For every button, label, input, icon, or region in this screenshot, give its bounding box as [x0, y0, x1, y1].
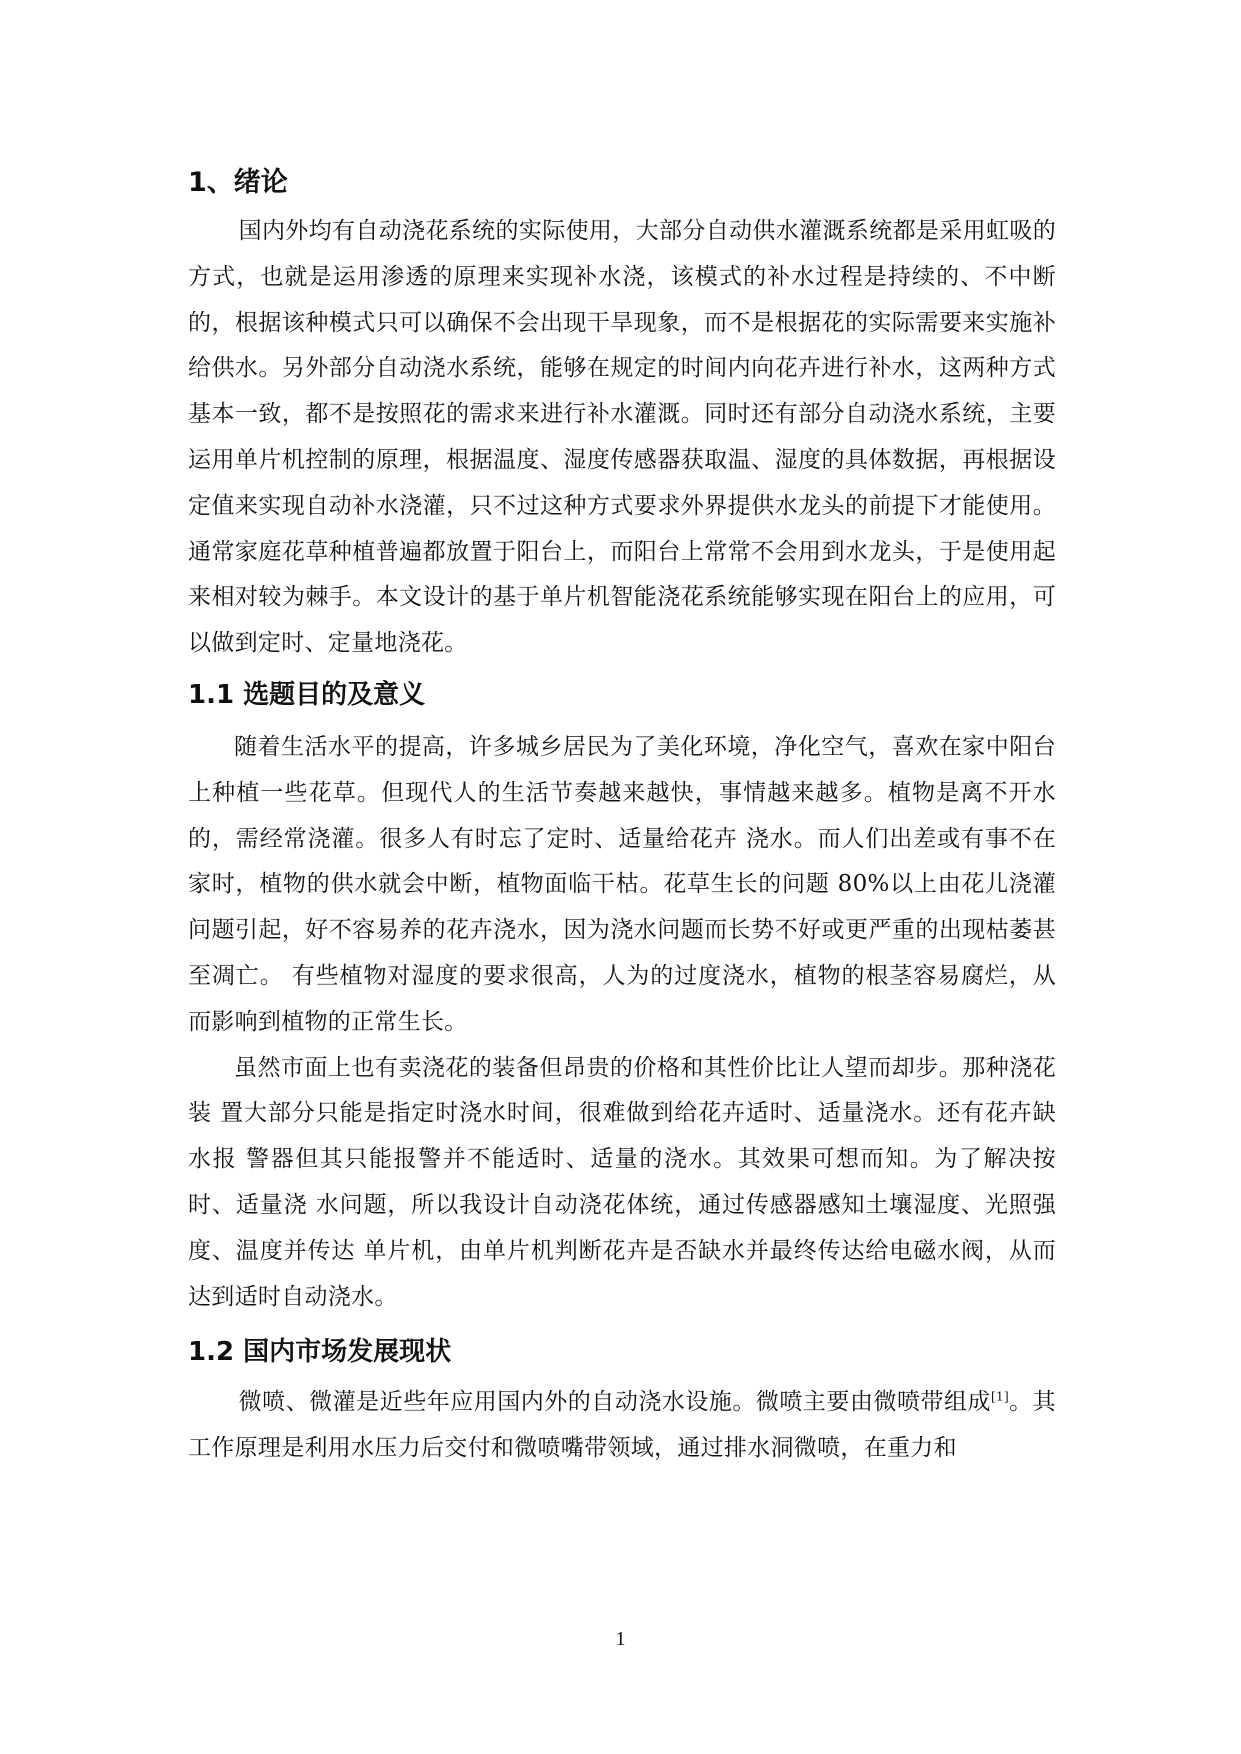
page-number: 1 — [615, 1628, 626, 1650]
page-content — [188, 163, 1056, 1472]
heading-section-1-2: 1.2 国内市场发展现状 — [188, 1337, 452, 1368]
paragraph-section-1-2 — [188, 1380, 1056, 1472]
heading-section-1-1: 1.1 选题目的及意义 — [188, 679, 426, 710]
heading-introduction: 1、绪论 — [188, 167, 288, 198]
paragraph-introduction: 国内外均有自动浇花系统的实际使用，大部分自动供水灌溉系统都是采用虹吸的方式，也就是运用渗透的原理来实现补水浇，该模式的补水过程是持续的、不中断的，根据该种模式只可以确保不会出现干旱现象，而不是根据花的实际需要来实施补给供水。另外部分自动浇水系统，能够在规定的时间内向花卉进行补水，这两种方式基本一致，都不是按照花的需求来进行补水灌溉。同时还有部分自动浇水系统，主要运用单片机控制的原理，根据温度、湿度传感器获取温、湿度的具体数据，再根据设定值来实现自动补水浇灌，只不过这种方式要求外界提供水龙头的前提下才能使用。通常家庭花草种植普遍都放置于阳台上，而阳台上常常不会用到水龙头，于是使用起来相对较为棘手。本文设计的基于单片机智能浇花系统能够实现在阳台上的应用，可以做到定时、定量地浇花。 — [188, 218, 1056, 657]
paragraph-section-1-1-a: 随着生活水平的提高，许多城乡居民为了美化环境，净化空气，喜欢在家中阳台上种植一些花草。但现代人的生活节奏越来越快，事情越来越多。植物是离不开水的，需经常浇灌。很多人有时忘了定时、适量给花卉 浇水。而人们出差或有事不在家时，植物的供水就会中断，植物面临干枯。花草生长的问题 80%以上由花儿浇灌问题引起，好不容易养的花卉浇水，因为浇水问题而长势不好或更严重的出现枯萎甚至凋亡。 有些植物对湿度的要求很高，人为的过度浇水，植物的根茎容易腐烂，从而影响到植物的正常生长。 — [188, 733, 1056, 1035]
citation-reference[interactable]: [1] — [991, 1389, 1009, 1404]
paragraph-section-1-1-b: 虽然市面上也有卖浇花的装备但昂贵的价格和其性价比让人望而却步。那种浇花装 置大部分只能是指定时浇水时间，很难做到给花卉适时、适量浇水。还有花卉缺水报 警器但其只能报警并不能适时、适量的浇水。其效果可想而知。为了解决按时、适量浇 水问题，所以我设计自动浇花体统，通过传感器感知土壤湿度、光照强度、温度并传达 单片机，由单片机判断花卉是否缺水并最终传达给电磁水阀，从而达到适时自动浇水。 — [188, 1054, 1056, 1310]
paragraph-text-start: 微喷、微灌是近些年应用国内外的自动浇水设施。微喷主要由微喷带组成 — [238, 1389, 992, 1416]
paragraph-text-end: 。其工作原理是利用水压力后交付和微喷嘴带领域，通过排水洞微喷，在重力和 — [188, 1389, 1056, 1462]
